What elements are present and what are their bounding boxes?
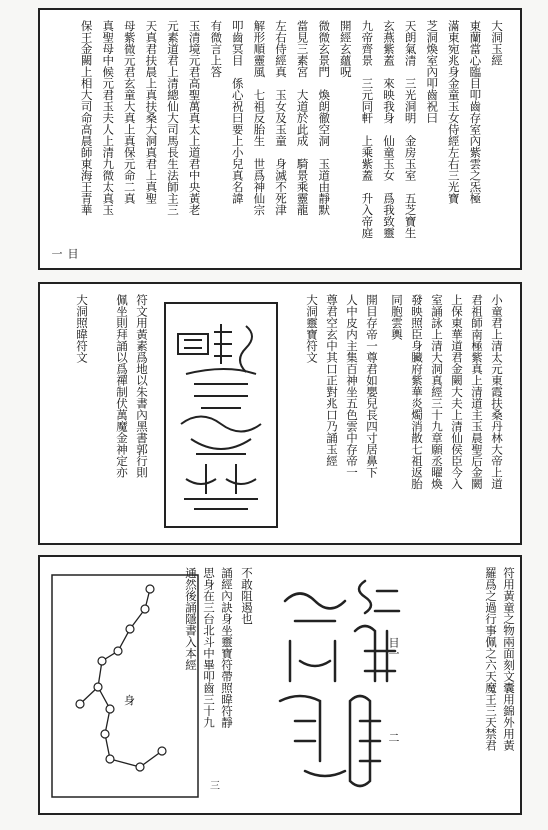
text-column: 尊君空玄中其口正對兆口乃誦玉經	[325, 294, 339, 467]
talisman-image	[164, 302, 278, 528]
star-chart-icon	[50, 569, 200, 801]
text-column: 滿東宛兆身金童玉女侍經左右三光寶	[446, 20, 461, 204]
panel-top	[38, 8, 522, 270]
text-column: 天真君扶晨上真扶桑大洞真君上真聖	[144, 20, 159, 204]
text-column: 不敢阻遏也	[240, 567, 254, 625]
text-column: 左右侍經真 玉女及玉童 身滅不死津	[274, 20, 288, 216]
text-column: 符用黃童之物兩面刻文囊用錦外用黃	[502, 567, 516, 751]
text-column: 佩坐則拜誦以爲禪制伏萬魔金神定亦	[115, 294, 129, 478]
text-column: 羅爲之過行事佩之六天魔王三天禁君	[484, 567, 498, 751]
text-column: 保王金闕上相大司命高晨師東海王青華	[79, 20, 94, 216]
text-column: 微微玄景門 煥朗徹空洞 玉道由靜默	[317, 20, 332, 216]
small-note: 三	[210, 781, 220, 792]
text-column: 叩齒冥目 係心祝曰要上小兒真名諱	[230, 20, 245, 204]
text-column: 符文用黃素爲地以朱書內黑書郭行則	[135, 294, 149, 478]
text-column: 有微言上答	[209, 20, 224, 78]
text-column: 通然後誦隱書入本經	[184, 567, 198, 671]
text-column: 思身在三台北斗中畢叩齒三十九	[202, 567, 216, 728]
page-mark: 二	[387, 732, 400, 743]
text-column: 芝洞煥室內叩齒祝曰	[425, 20, 440, 124]
text-column: 發映照臣身臟府紫華炎燭消散七祖返胎	[410, 294, 424, 490]
panel-bottom	[38, 555, 522, 815]
text-column: 東蘭當心臨目叩齒存室內紫雲之炁極	[468, 20, 483, 204]
body-label: 身	[124, 694, 135, 707]
text-column: 開經玄蘊呪	[338, 20, 353, 78]
page-number: 目一	[50, 248, 79, 259]
text-column: 小童君上清太元東霞扶桑丹林大帝上道	[490, 294, 504, 490]
text-column: 大洞靈寶符文	[305, 294, 319, 363]
text-column: 同胞雲輿	[390, 294, 404, 340]
text-column: 大洞玉經	[490, 20, 504, 66]
text-column: 君祖師南極紫真上清道主玉晨聖后金闕	[470, 294, 484, 490]
text-column: 開目存帝一尊君如嬰兒長四寸居鼻下	[365, 294, 379, 478]
text-column: 玄燕紫蓋 來映我身 仙童玉女 爲我致靈	[382, 20, 396, 239]
panel-middle	[38, 282, 522, 545]
text-column: 解形順靈風 七祖反胎生 世爲神仙宗	[252, 20, 267, 216]
text-column: 九帝齊景 三元同軒 上乘紫蓋 升入帝庭	[360, 20, 375, 239]
text-column: 元素道君上清總仙大司馬長生法師主三	[166, 20, 180, 216]
talisman-glyph-icon	[166, 304, 276, 526]
text-column: 人中皮内主集百神坐五色雲中存帝一	[345, 294, 359, 478]
text-column: 當見三素宮 大道於此成 騎景乘靈龍	[295, 20, 310, 216]
text-column: 誦經內訣身坐靈寶符帶照暐符靜	[220, 567, 234, 728]
text-column: 大洞照暐符文	[75, 294, 89, 363]
text-column: 玉清境元君高聖萬真太上道君中央黃老	[187, 20, 202, 216]
seal-script-icon	[265, 571, 415, 807]
text-column: 天朗氣清 三光洞明 金房玉室 五芝寶生	[403, 20, 418, 239]
page-mark: 目一	[387, 637, 400, 659]
text-column: 母紫微元君玄童大真上真保元命二真	[122, 20, 137, 204]
text-column: 室誦詠上清大洞真經三十九章願丞曜煥	[430, 294, 444, 490]
text-column: 真聖母中候元君玉夫人上清九微太真玉	[101, 20, 116, 216]
text-column: 上保東華道君金闕大夫上清仙侯臣今入	[450, 294, 464, 490]
